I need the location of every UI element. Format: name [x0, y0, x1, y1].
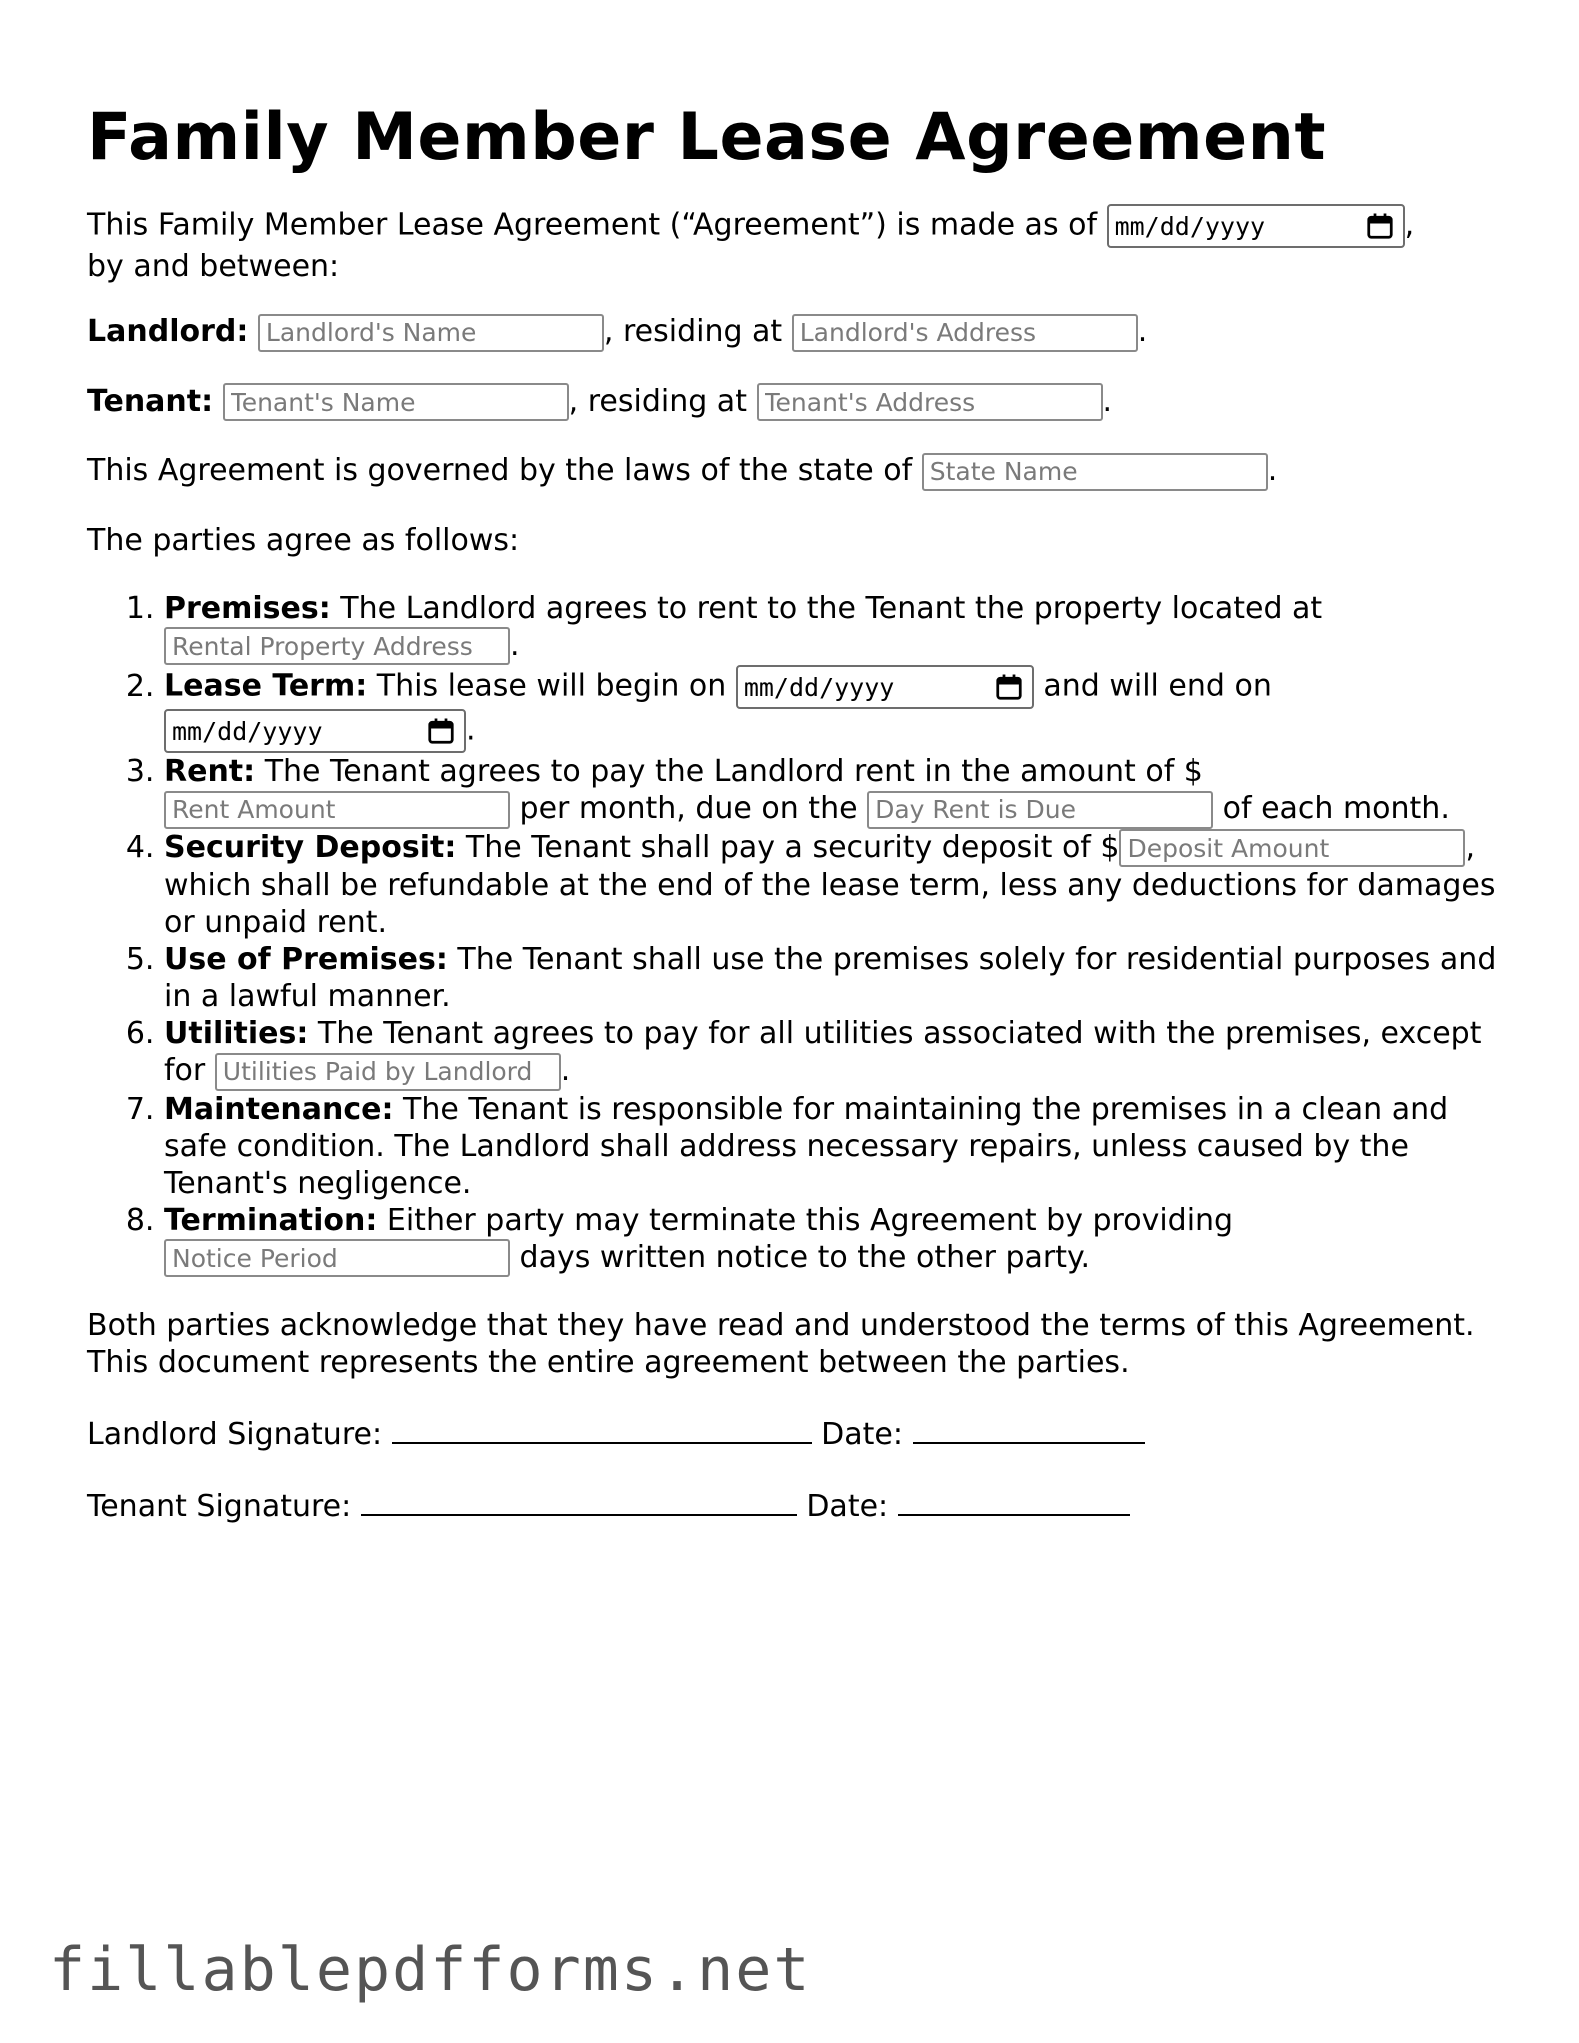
site-watermark: fillablepdfforms.net: [49, 1935, 812, 2005]
intro-text: This Family Member Lease Agreement (“Agreement”) is made as of: [87, 207, 1098, 243]
tenant-signature-blank: [361, 1484, 797, 1516]
landlord-signature-line: [87, 1412, 1497, 1453]
clause-maintenance: [164, 1091, 1497, 1202]
state-name-input[interactable]: [922, 453, 1268, 491]
tenant-address-input[interactable]: [757, 383, 1103, 421]
governing-end: .: [1267, 453, 1278, 488]
clause-utilities: [164, 1015, 1497, 1091]
governing-text: This Agreement is governed by the laws of the state of: [87, 453, 913, 488]
clause-heading: Security Deposit:: [164, 829, 457, 865]
calendar-icon[interactable]: [426, 716, 456, 746]
clause-end: .: [466, 712, 476, 748]
tenant-signature-label: Tenant Signature:: [87, 1489, 352, 1524]
date-placeholder: mm/dd/yyyy: [1114, 211, 1266, 241]
lease-start-date-input[interactable]: [736, 665, 1034, 709]
clause-text: The Tenant shall pay a security deposit of $: [456, 829, 1120, 865]
clause-heading: Maintenance:: [164, 1091, 394, 1127]
agree-text: The parties agree as follows:: [87, 522, 520, 558]
landlord-date-blank: [913, 1412, 1145, 1444]
landlord-signature-blank: [392, 1412, 812, 1444]
clause-text: The Tenant shall use the premises solely for residential purposes and in a lawful manner.: [164, 942, 1497, 1014]
clause-end: .: [510, 627, 520, 663]
deposit-amount-input[interactable]: [1119, 829, 1465, 867]
notice-period-input[interactable]: [164, 1239, 510, 1277]
clause-heading: Lease Term:: [164, 668, 368, 704]
landlord-name-input[interactable]: [258, 314, 604, 352]
clause-end: days written notice to the other party.: [510, 1239, 1090, 1275]
clause-heading: Utilities:: [164, 1016, 309, 1051]
clause-text: The Tenant agrees to pay the Landlord rent in the amount of $: [255, 754, 1203, 789]
landlord-label: Landlord:: [87, 314, 249, 349]
clause-heading: Termination:: [164, 1202, 378, 1238]
landlord-residing-text: , residing at: [603, 314, 783, 349]
clause-text: The Tenant is responsible for maintaining the premises in a clean and safe condition. The Landlord shall address necessary repairs, unless caused by the Tenant's negligence.: [164, 1091, 1449, 1201]
tenant-date-label: Date:: [806, 1489, 889, 1524]
clause-text: The Tenant agrees to pay for all utilities associated with the premises, except for: [164, 1016, 1482, 1088]
landlord-date-label: Date:: [821, 1417, 903, 1452]
tenant-line: [87, 383, 1497, 422]
calendar-icon[interactable]: [994, 672, 1024, 702]
intro-paragraph: [87, 204, 1497, 285]
lease-end-date-input[interactable]: [164, 709, 466, 753]
clause-text-middle: and will end on: [1033, 668, 1272, 704]
clause-list: [87, 590, 1497, 1278]
acknowledgement-paragraph: Both parties acknowledge that they have read and understood the terms of this Agreement. This document represents the entire agreement between the parties.: [87, 1308, 1475, 1380]
tenant-label: Tenant:: [87, 383, 214, 419]
clause-use-of-premises: [164, 941, 1497, 1015]
clause-end: .: [560, 1053, 571, 1088]
intro-line2: by and between:: [87, 249, 340, 284]
tenant-signature-line: [87, 1484, 1497, 1525]
agreement-date-input[interactable]: [1107, 204, 1405, 248]
tenant-name-input[interactable]: [223, 383, 569, 421]
rent-amount-input[interactable]: [164, 791, 510, 829]
clause-rent: [164, 753, 1497, 829]
page-title: Family Member Lease Agreement: [87, 100, 1327, 175]
rent-due-day-input[interactable]: [867, 791, 1213, 829]
clause-heading: Premises:: [164, 590, 331, 626]
clause-end: , which shall be refundable at the end of the lease term, less any deductions for damages or unpaid rent.: [164, 829, 1496, 940]
clause-termination: [164, 1202, 1497, 1278]
rental-property-address-input[interactable]: [164, 627, 510, 665]
clause-end: of each month.: [1213, 791, 1450, 826]
landlord-line: [87, 313, 1497, 352]
clause-heading: Use of Premises:: [164, 942, 448, 977]
governing-line: [87, 452, 1497, 491]
tenant-end: .: [1102, 383, 1113, 419]
landlord-address-input[interactable]: [792, 314, 1138, 352]
clause-security-deposit: [164, 829, 1497, 942]
clause-text: Either party may terminate this Agreement by providing: [377, 1202, 1234, 1238]
landlord-signature-label: Landlord Signature:: [87, 1417, 383, 1452]
clause-text: The Landlord agrees to rent to the Tenant the property located at: [330, 590, 1323, 626]
calendar-icon[interactable]: [1365, 211, 1395, 241]
utilities-paid-by-landlord-input[interactable]: [215, 1053, 561, 1091]
tenant-residing-text: , residing at: [568, 383, 747, 419]
clause-text: This lease will begin on: [367, 668, 736, 704]
clause-lease-term: [164, 665, 1497, 753]
intro-comma: ,: [1404, 207, 1415, 243]
clause-text-middle: per month, due on the: [510, 791, 868, 826]
clause-premises: [164, 590, 1497, 666]
clause-heading: Rent:: [164, 754, 256, 789]
document-page: [87, 98, 1497, 1556]
date-placeholder: mm/dd/yyyy: [743, 672, 895, 702]
landlord-end: .: [1137, 314, 1148, 349]
tenant-date-blank: [898, 1484, 1130, 1516]
date-placeholder: mm/dd/yyyy: [172, 716, 323, 746]
